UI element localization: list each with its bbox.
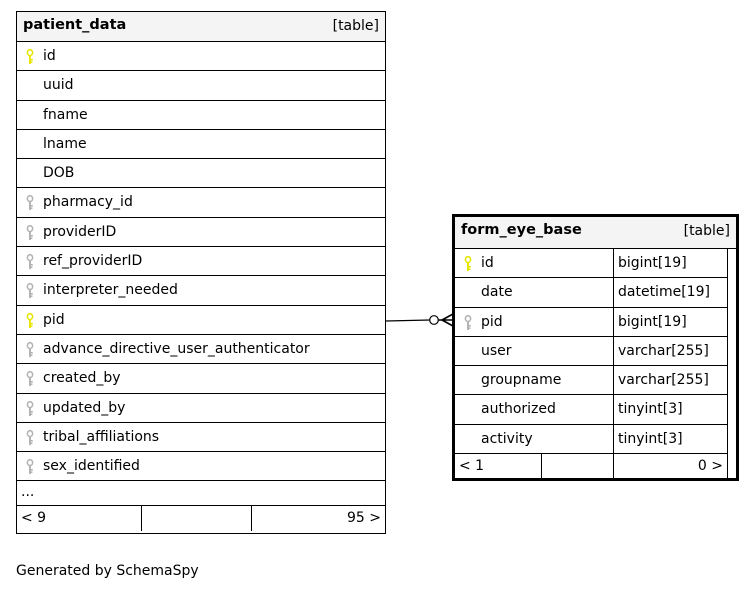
column-type: varchar[255] xyxy=(613,366,727,394)
column-name: groupname xyxy=(481,372,562,389)
column-name: lname xyxy=(43,135,87,152)
column-name: uuid xyxy=(43,77,74,94)
column-type: varchar[255] xyxy=(613,337,727,365)
table-type-label: [table] xyxy=(332,18,379,34)
column-name: created_by xyxy=(43,370,121,387)
table-name: patient_data xyxy=(23,17,127,33)
column-name: DOB xyxy=(43,165,75,182)
column-type: tinyint[3] xyxy=(613,425,727,453)
generated-by-label: Generated by SchemaSpy xyxy=(16,563,199,579)
column-name: authorized xyxy=(481,401,556,418)
column-type: bigint[19] xyxy=(613,249,727,277)
crow-foot-many xyxy=(439,314,454,326)
column-name: tribal_affiliations xyxy=(43,428,160,445)
column-type: tinyint[3] xyxy=(613,395,727,423)
table-name: form_eye_base xyxy=(461,222,582,238)
column-name: fname xyxy=(43,106,88,123)
parents-count[interactable]: < 9 xyxy=(21,510,47,527)
column-name: updated_by xyxy=(43,399,126,416)
table-type-label: [table] xyxy=(683,223,730,239)
children-count[interactable]: 0 > xyxy=(697,458,723,475)
column-name: sex_identified xyxy=(43,458,140,475)
column-name: date xyxy=(481,284,513,301)
column-name: id xyxy=(43,48,56,64)
column-name: id xyxy=(481,255,494,271)
children-count[interactable]: 95 > xyxy=(347,510,381,527)
column-name: pid xyxy=(43,311,65,328)
column-name: user xyxy=(481,342,512,359)
zero-cardinality-circle xyxy=(430,316,439,325)
parents-count[interactable]: < 1 xyxy=(459,458,485,475)
column-name: interpreter_needed xyxy=(43,282,178,299)
column-name: pid xyxy=(481,313,503,330)
column-type: datetime[19] xyxy=(613,278,727,306)
column-name: advance_directive_user_authenticator xyxy=(43,340,310,357)
relationship-line xyxy=(386,320,430,321)
more-columns-label: ... xyxy=(21,484,35,501)
column-name: ref_providerID xyxy=(43,253,143,270)
column-type: bigint[19] xyxy=(613,308,727,336)
column-name: activity xyxy=(481,430,533,447)
column-name: pharmacy_id xyxy=(43,194,133,211)
column-name: providerID xyxy=(43,223,117,240)
